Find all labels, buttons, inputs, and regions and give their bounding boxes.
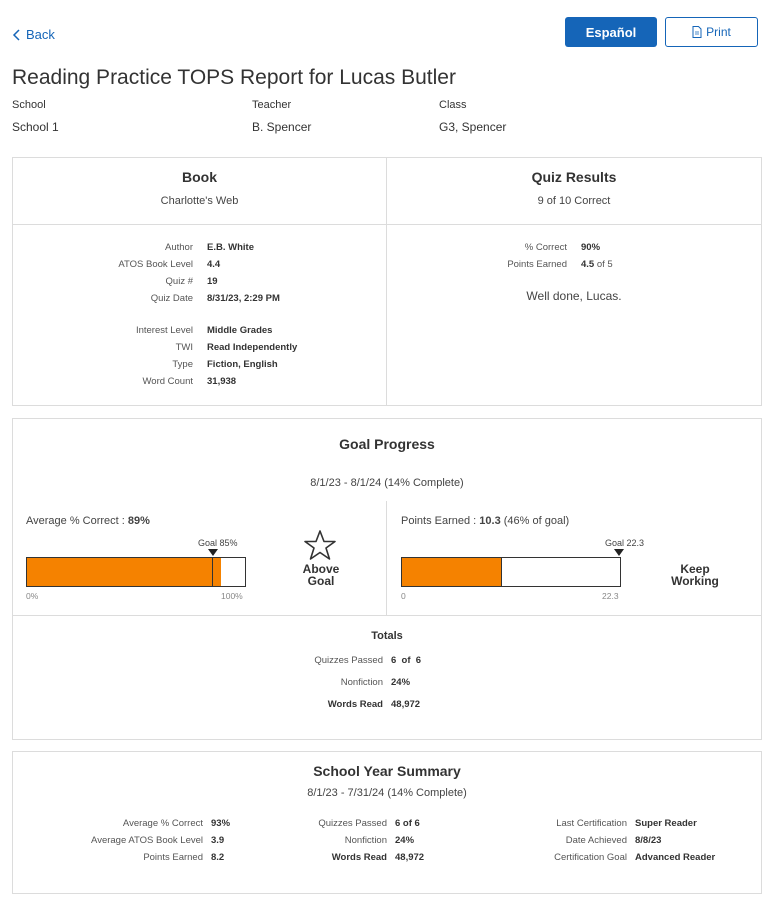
class-info (439, 99, 506, 134)
avg-goal-marker-icon (208, 549, 218, 556)
avg-status-line2: Goal (307, 574, 335, 588)
avg-status (291, 563, 351, 587)
detail-value: 4.4 (207, 259, 221, 270)
school-year-col2 (233, 815, 424, 866)
totals-heading: Totals (371, 630, 403, 642)
sy-value: 48,972 (395, 852, 425, 863)
avg-min-label: 0% (26, 591, 39, 601)
avg-correct-text: Average % Correct : (26, 515, 125, 527)
totals-label: Quizzes Passed (314, 655, 383, 666)
school-value: School 1 (12, 120, 59, 134)
document-icon (692, 26, 702, 38)
class-label: Class (439, 99, 467, 111)
totals-list (13, 650, 421, 716)
points-earned-goal-label (401, 515, 569, 527)
totals-value: 24% (391, 677, 411, 688)
detail-value: Read Independently (207, 342, 298, 353)
quiz-heading: Quiz Results (531, 169, 617, 185)
detail-value: Middle Grades (207, 325, 273, 336)
points-earned-bar-fill (402, 558, 502, 586)
pct-correct-value: 90% (581, 242, 601, 253)
school-year-col1 (13, 815, 230, 866)
points-goal-marker-icon (614, 549, 624, 556)
sy-value: Super Reader (635, 818, 697, 829)
sy-label: Nonfiction (344, 835, 387, 846)
totals-value: 6 of 6 (391, 655, 422, 666)
pct-correct-label: % Correct (524, 242, 567, 253)
goal-progress-heading: Goal Progress (339, 436, 435, 452)
detail-label: Author (165, 242, 193, 253)
avg-correct-label (26, 515, 150, 527)
avg-status-line1: Above (302, 562, 340, 576)
goal-progress-card (12, 418, 762, 740)
detail-label: ATOS Book Level (118, 259, 193, 270)
points-earned-label: Points Earned (507, 259, 567, 270)
totals-value: 48,972 (391, 699, 421, 710)
sy-label: Average ATOS Book Level (91, 835, 203, 846)
sy-value: 3.9 (211, 835, 225, 846)
sy-value: 8/8/23 (635, 835, 662, 846)
detail-label: Type (172, 359, 193, 370)
points-status-line1: Keep (680, 562, 710, 576)
book-heading: Book (182, 169, 217, 185)
points-earned-goal-value: 10.3 (479, 515, 501, 527)
page-title: Reading Practice TOPS Report for Lucas Butler (12, 66, 456, 89)
detail-label: Word Count (142, 376, 193, 387)
quiz-message: Well done, Lucas. (526, 289, 622, 303)
points-status (663, 563, 727, 587)
chevron-left-icon (12, 29, 22, 41)
print-label: Print (706, 25, 731, 39)
detail-value: 8/31/23, 2:29 PM (207, 293, 280, 304)
school-year-heading: School Year Summary (313, 763, 461, 779)
quiz-section (387, 158, 761, 405)
detail-label: Quiz # (165, 276, 193, 287)
star-outline-icon (303, 529, 337, 561)
totals-label: Nonfiction (340, 677, 383, 688)
avg-goal-line (212, 558, 213, 586)
avg-correct-value: 89% (127, 515, 150, 527)
school-year-date-range: 8/1/23 - 7/31/24 (14% Complete) (307, 787, 467, 799)
school-year-summary-card (12, 751, 762, 894)
points-earned-value: 4.5 (581, 259, 595, 270)
school-year-col3 (473, 815, 715, 866)
quiz-details (387, 225, 761, 303)
print-button[interactable] (665, 17, 758, 47)
back-link[interactable] (12, 27, 55, 42)
back-label: Back (26, 27, 55, 42)
sy-label: Certification Goal (554, 852, 627, 863)
school-label: School (12, 99, 46, 111)
teacher-info (252, 99, 311, 134)
sy-label: Date Achieved (565, 835, 627, 846)
book-section (13, 158, 387, 405)
sy-label: Words Read (331, 852, 387, 863)
points-earned-of: of 5 (596, 259, 613, 270)
points-min-label: 0 (401, 591, 406, 601)
sy-value: Advanced Reader (635, 852, 716, 863)
detail-label: Interest Level (135, 325, 193, 336)
points-max-label: 22.3 (602, 591, 619, 601)
points-goal-label: Goal 22.3 (605, 538, 645, 548)
sy-label: Average % Correct (122, 818, 203, 829)
quiz-summary: 9 of 10 Correct (537, 195, 611, 207)
detail-label: TWI (175, 342, 193, 353)
sy-label: Points Earned (143, 852, 203, 863)
avg-max-label: 100% (221, 591, 243, 601)
goal-date-range: 8/1/23 - 8/1/24 (14% Complete) (310, 477, 464, 489)
teacher-value: B. Spencer (252, 120, 312, 134)
detail-value: 31,938 (207, 376, 237, 387)
sy-label: Last Certification (556, 818, 627, 829)
avg-goal-label: Goal 85% (198, 538, 238, 548)
avg-correct-bar-fill (27, 558, 221, 586)
sy-value: 6 of 6 (395, 818, 420, 829)
points-pct-of-goal: (46% of goal) (503, 515, 570, 527)
espanol-button[interactable]: Español (565, 17, 657, 47)
sy-value: 24% (395, 835, 415, 846)
detail-value: E.B. White (207, 242, 254, 253)
school-info (12, 99, 59, 134)
book-quiz-card (12, 157, 762, 406)
book-details (13, 225, 386, 390)
class-value: G3, Spencer (439, 120, 507, 134)
points-earned-text: Points Earned : (401, 515, 477, 527)
teacher-label: Teacher (252, 99, 292, 111)
points-status-line2: Working (671, 574, 719, 588)
totals-label: Words Read (327, 699, 383, 710)
sy-value: 93% (211, 818, 231, 829)
avg-correct-bar (26, 557, 246, 587)
detail-value: Fiction, English (207, 359, 278, 370)
sy-value: 8.2 (211, 852, 225, 863)
detail-value: 19 (207, 276, 218, 287)
points-earned-bar (401, 557, 621, 587)
detail-label: Quiz Date (150, 293, 193, 304)
sy-label: Quizzes Passed (318, 818, 387, 829)
book-title: Charlotte's Web (160, 195, 239, 207)
